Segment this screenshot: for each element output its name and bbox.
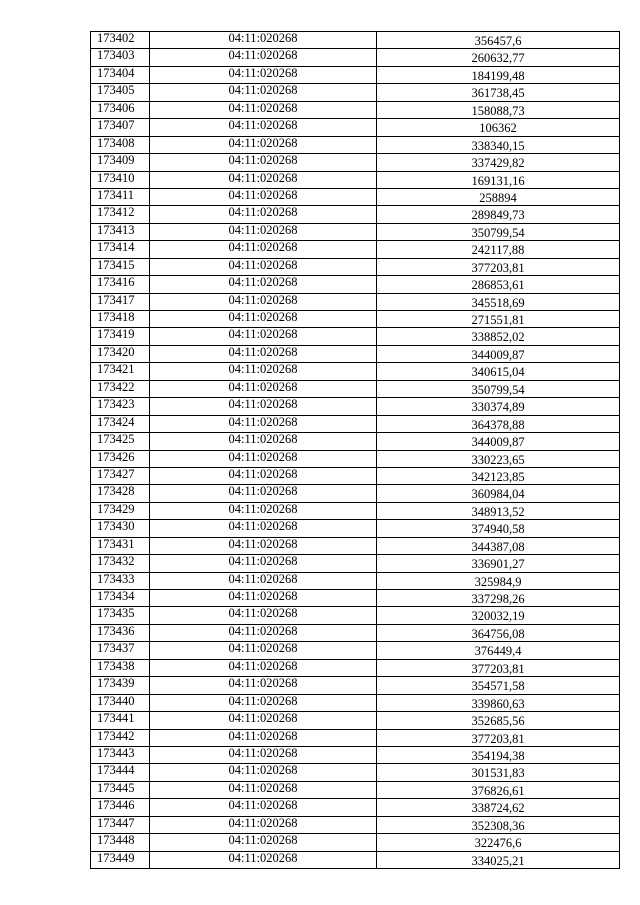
cadastral-code-cell: 04:11:020268 <box>150 851 377 868</box>
row-id-cell: 173430 <box>91 520 150 537</box>
row-id-cell: 173410 <box>91 171 150 188</box>
cadastral-code-cell: 04:11:020268 <box>150 345 377 362</box>
value-text: 184199,48 <box>471 68 525 83</box>
value-cell <box>377 433 620 450</box>
value-text: 338852,02 <box>471 330 525 345</box>
row-id-cell: 173427 <box>91 467 150 484</box>
table-row <box>91 188 620 205</box>
cadastral-code-cell: 04:11:020268 <box>150 136 377 153</box>
value-cell <box>377 241 620 258</box>
value-text: 342123,85 <box>471 469 525 484</box>
value-cell <box>377 659 620 676</box>
value-cell <box>377 206 620 223</box>
value-text: 354571,58 <box>471 679 525 694</box>
cadastral-code-cell: 04:11:020268 <box>150 171 377 188</box>
value-cell <box>377 258 620 275</box>
value-text: 286853,61 <box>471 278 525 293</box>
value-text: 258894 <box>479 190 517 205</box>
value-cell <box>377 119 620 136</box>
value-cell <box>377 188 620 205</box>
value-cell <box>377 712 620 729</box>
row-id-cell: 173420 <box>91 345 150 362</box>
table-row <box>91 694 620 711</box>
table-row <box>91 450 620 467</box>
table-row <box>91 345 620 362</box>
row-id-cell: 173428 <box>91 485 150 502</box>
cadastral-code-cell: 04:11:020268 <box>150 258 377 275</box>
value-text: 334025,21 <box>471 853 525 868</box>
table-row <box>91 467 620 484</box>
table-row <box>91 206 620 223</box>
value-cell <box>377 834 620 851</box>
cadastral-code-cell: 04:11:020268 <box>150 816 377 833</box>
table-row <box>91 537 620 554</box>
cadastral-code-cell: 04:11:020268 <box>150 520 377 537</box>
value-text: 344387,08 <box>471 539 525 554</box>
cadastral-code-cell: 04:11:020268 <box>150 834 377 851</box>
table-row <box>91 485 620 502</box>
value-cell <box>377 293 620 310</box>
cadastral-code-cell: 04:11:020268 <box>150 781 377 798</box>
value-cell <box>377 363 620 380</box>
row-id-cell: 173412 <box>91 206 150 223</box>
table-row <box>91 223 620 240</box>
cadastral-code-cell: 04:11:020268 <box>150 729 377 746</box>
row-id-cell: 173442 <box>91 729 150 746</box>
cadastral-code-cell: 04:11:020268 <box>150 328 377 345</box>
row-id-cell: 173429 <box>91 502 150 519</box>
table-row <box>91 136 620 153</box>
value-cell <box>377 154 620 171</box>
cadastral-code-cell: 04:11:020268 <box>150 223 377 240</box>
row-id-cell: 173440 <box>91 694 150 711</box>
row-id-cell: 173446 <box>91 799 150 816</box>
cadastral-code-cell: 04:11:020268 <box>150 467 377 484</box>
cadastral-code-cell: 04:11:020268 <box>150 450 377 467</box>
value-text: 352308,36 <box>471 818 525 833</box>
value-text: 377203,81 <box>471 260 525 275</box>
table-row <box>91 293 620 310</box>
row-id-cell: 173413 <box>91 223 150 240</box>
cadastral-code-cell: 04:11:020268 <box>150 555 377 572</box>
row-id-cell: 173403 <box>91 49 150 66</box>
cadastral-code-cell: 04:11:020268 <box>150 398 377 415</box>
value-text: 354194,38 <box>471 748 525 763</box>
value-text: 352685,56 <box>471 714 525 729</box>
row-id-cell: 173402 <box>91 32 150 49</box>
value-text: 289849,73 <box>471 208 525 223</box>
cadastral-code-cell: 04:11:020268 <box>150 241 377 258</box>
cadastral-code-cell: 04:11:020268 <box>150 32 377 49</box>
value-cell <box>377 537 620 554</box>
row-id-cell: 173407 <box>91 119 150 136</box>
value-cell <box>377 398 620 415</box>
cadastral-code-cell: 04:11:020268 <box>150 502 377 519</box>
table-row <box>91 84 620 101</box>
value-text: 322476,6 <box>474 836 522 851</box>
row-id-cell: 173445 <box>91 781 150 798</box>
table-row <box>91 276 620 293</box>
value-text: 377203,81 <box>471 661 525 676</box>
row-id-cell: 173426 <box>91 450 150 467</box>
table-row <box>91 642 620 659</box>
value-cell <box>377 415 620 432</box>
cadastral-code-cell: 04:11:020268 <box>150 66 377 83</box>
cadastral-code-cell: 04:11:020268 <box>150 154 377 171</box>
value-text: 336901,27 <box>471 557 525 572</box>
value-cell <box>377 746 620 763</box>
value-text: 356457,6 <box>474 34 522 48</box>
cadastral-code-cell: 04:11:020268 <box>150 642 377 659</box>
table-row <box>91 311 620 328</box>
table-row <box>91 746 620 763</box>
value-cell <box>377 816 620 833</box>
table-row <box>91 363 620 380</box>
table-row <box>91 398 620 415</box>
value-text: 301531,83 <box>471 766 525 781</box>
value-cell <box>377 276 620 293</box>
row-id-cell: 173405 <box>91 84 150 101</box>
table-row <box>91 502 620 519</box>
cadastral-code-cell: 04:11:020268 <box>150 590 377 607</box>
row-id-cell: 173449 <box>91 851 150 868</box>
value-cell <box>377 555 620 572</box>
cadastral-code-cell: 04:11:020268 <box>150 276 377 293</box>
cadastral-code-cell: 04:11:020268 <box>150 677 377 694</box>
table-row <box>91 851 620 868</box>
value-cell <box>377 84 620 101</box>
row-id-cell: 173421 <box>91 363 150 380</box>
row-id-cell: 173422 <box>91 380 150 397</box>
table-row <box>91 101 620 118</box>
value-cell <box>377 450 620 467</box>
value-cell <box>377 607 620 624</box>
value-cell <box>377 677 620 694</box>
row-id-cell: 173437 <box>91 642 150 659</box>
value-text: 271551,81 <box>471 313 525 327</box>
cadastral-code-cell: 04:11:020268 <box>150 101 377 118</box>
value-cell <box>377 642 620 659</box>
value-cell <box>377 32 620 49</box>
row-id-cell: 173408 <box>91 136 150 153</box>
value-cell <box>377 66 620 83</box>
row-id-cell: 173435 <box>91 607 150 624</box>
table-row <box>91 816 620 833</box>
table-row <box>91 258 620 275</box>
value-cell <box>377 311 620 328</box>
value-text: 344009,87 <box>471 347 525 362</box>
value-cell <box>377 694 620 711</box>
value-cell <box>377 136 620 153</box>
row-id-cell: 173448 <box>91 834 150 851</box>
table-body <box>91 32 620 869</box>
cadastral-code-cell: 04:11:020268 <box>150 712 377 729</box>
table-row <box>91 119 620 136</box>
value-text: 337298,26 <box>471 592 525 606</box>
row-id-cell: 173404 <box>91 66 150 83</box>
value-text: 338724,62 <box>471 801 525 816</box>
value-cell <box>377 729 620 746</box>
table-row <box>91 555 620 572</box>
table-row <box>91 32 620 49</box>
row-id-cell: 173447 <box>91 816 150 833</box>
row-id-cell: 173406 <box>91 101 150 118</box>
table-row <box>91 415 620 432</box>
value-text: 338340,15 <box>471 138 525 153</box>
row-id-cell: 173415 <box>91 258 150 275</box>
row-id-cell: 173411 <box>91 188 150 205</box>
value-text: 345518,69 <box>471 295 525 310</box>
cadastral-code-cell: 04:11:020268 <box>150 799 377 816</box>
table-row <box>91 607 620 624</box>
value-cell <box>377 467 620 484</box>
value-text: 364378,88 <box>471 417 525 432</box>
value-cell <box>377 502 620 519</box>
cadastral-code-cell: 04:11:020268 <box>150 49 377 66</box>
cadastral-code-cell: 04:11:020268 <box>150 206 377 223</box>
value-cell <box>377 624 620 641</box>
value-text: 260632,77 <box>471 51 525 66</box>
table-row <box>91 624 620 641</box>
table-row <box>91 677 620 694</box>
value-cell <box>377 328 620 345</box>
row-id-cell: 173416 <box>91 276 150 293</box>
row-id-cell: 173418 <box>91 311 150 328</box>
value-text: 350799,54 <box>471 225 525 240</box>
value-text: 325984,9 <box>474 574 522 589</box>
cadastral-code-cell: 04:11:020268 <box>150 293 377 310</box>
value-text: 337429,82 <box>471 156 525 171</box>
cadastral-code-cell: 04:11:020268 <box>150 659 377 676</box>
value-text: 340615,04 <box>471 365 525 380</box>
table-row <box>91 799 620 816</box>
row-id-cell: 173417 <box>91 293 150 310</box>
value-text: 339860,63 <box>471 696 525 711</box>
row-id-cell: 173431 <box>91 537 150 554</box>
table-row <box>91 433 620 450</box>
cadastral-code-cell: 04:11:020268 <box>150 433 377 450</box>
value-text: 344009,87 <box>471 435 525 450</box>
value-text: 348913,52 <box>471 504 525 519</box>
row-id-cell: 173441 <box>91 712 150 729</box>
value-cell <box>377 764 620 781</box>
table-row <box>91 49 620 66</box>
cadastral-code-cell: 04:11:020268 <box>150 764 377 781</box>
cadastral-code-cell: 04:11:020268 <box>150 119 377 136</box>
cadastral-code-cell: 04:11:020268 <box>150 746 377 763</box>
value-text: 376826,61 <box>471 783 525 798</box>
value-text: 361738,45 <box>471 86 525 101</box>
value-cell <box>377 485 620 502</box>
table-row <box>91 154 620 171</box>
value-cell <box>377 572 620 589</box>
row-id-cell: 173424 <box>91 415 150 432</box>
value-text: 374940,58 <box>471 522 525 537</box>
row-id-cell: 173433 <box>91 572 150 589</box>
table-row <box>91 380 620 397</box>
value-text: 376449,4 <box>474 644 522 659</box>
value-cell <box>377 345 620 362</box>
value-text: 350799,54 <box>471 382 525 397</box>
value-text: 106362 <box>479 121 517 136</box>
table-row <box>91 66 620 83</box>
data-table <box>90 31 620 869</box>
row-id-cell: 173444 <box>91 764 150 781</box>
value-text: 242117,88 <box>471 243 525 258</box>
value-cell <box>377 171 620 188</box>
cadastral-code-cell: 04:11:020268 <box>150 415 377 432</box>
cadastral-code-cell: 04:11:020268 <box>150 694 377 711</box>
value-text: 330374,89 <box>471 400 525 415</box>
row-id-cell: 173414 <box>91 241 150 258</box>
table-row <box>91 764 620 781</box>
row-id-cell: 173439 <box>91 677 150 694</box>
cadastral-code-cell: 04:11:020268 <box>150 624 377 641</box>
table-row <box>91 659 620 676</box>
cadastral-code-cell: 04:11:020268 <box>150 84 377 101</box>
value-text: 169131,16 <box>471 173 525 188</box>
row-id-cell: 173436 <box>91 624 150 641</box>
value-cell <box>377 799 620 816</box>
cadastral-code-cell: 04:11:020268 <box>150 537 377 554</box>
cadastral-code-cell: 04:11:020268 <box>150 607 377 624</box>
cadastral-code-cell: 04:11:020268 <box>150 188 377 205</box>
value-text: 320032,19 <box>471 609 525 624</box>
cadastral-code-cell: 04:11:020268 <box>150 380 377 397</box>
value-text: 364756,08 <box>471 626 525 641</box>
row-id-cell: 173409 <box>91 154 150 171</box>
table-row <box>91 520 620 537</box>
value-cell <box>377 520 620 537</box>
row-id-cell: 173425 <box>91 433 150 450</box>
table-row <box>91 171 620 188</box>
cadastral-code-cell: 04:11:020268 <box>150 363 377 380</box>
value-cell <box>377 590 620 607</box>
value-cell <box>377 49 620 66</box>
row-id-cell: 173432 <box>91 555 150 572</box>
value-text: 377203,81 <box>471 731 525 746</box>
row-id-cell: 173438 <box>91 659 150 676</box>
table-row <box>91 834 620 851</box>
row-id-cell: 173423 <box>91 398 150 415</box>
row-id-cell: 173434 <box>91 590 150 607</box>
value-cell <box>377 223 620 240</box>
row-id-cell: 173419 <box>91 328 150 345</box>
table-row <box>91 572 620 589</box>
table-row <box>91 241 620 258</box>
table-row <box>91 328 620 345</box>
value-text: 360984,04 <box>471 487 525 502</box>
value-cell <box>377 101 620 118</box>
table-row <box>91 712 620 729</box>
table-row <box>91 590 620 607</box>
row-id-cell: 173443 <box>91 746 150 763</box>
value-cell <box>377 851 620 868</box>
table-row <box>91 729 620 746</box>
cadastral-code-cell: 04:11:020268 <box>150 572 377 589</box>
value-text: 330223,65 <box>471 452 525 467</box>
value-text: 158088,73 <box>471 103 525 118</box>
cadastral-code-cell: 04:11:020268 <box>150 485 377 502</box>
table-row <box>91 781 620 798</box>
value-cell <box>377 380 620 397</box>
cadastral-code-cell: 04:11:020268 <box>150 311 377 328</box>
value-cell <box>377 781 620 798</box>
